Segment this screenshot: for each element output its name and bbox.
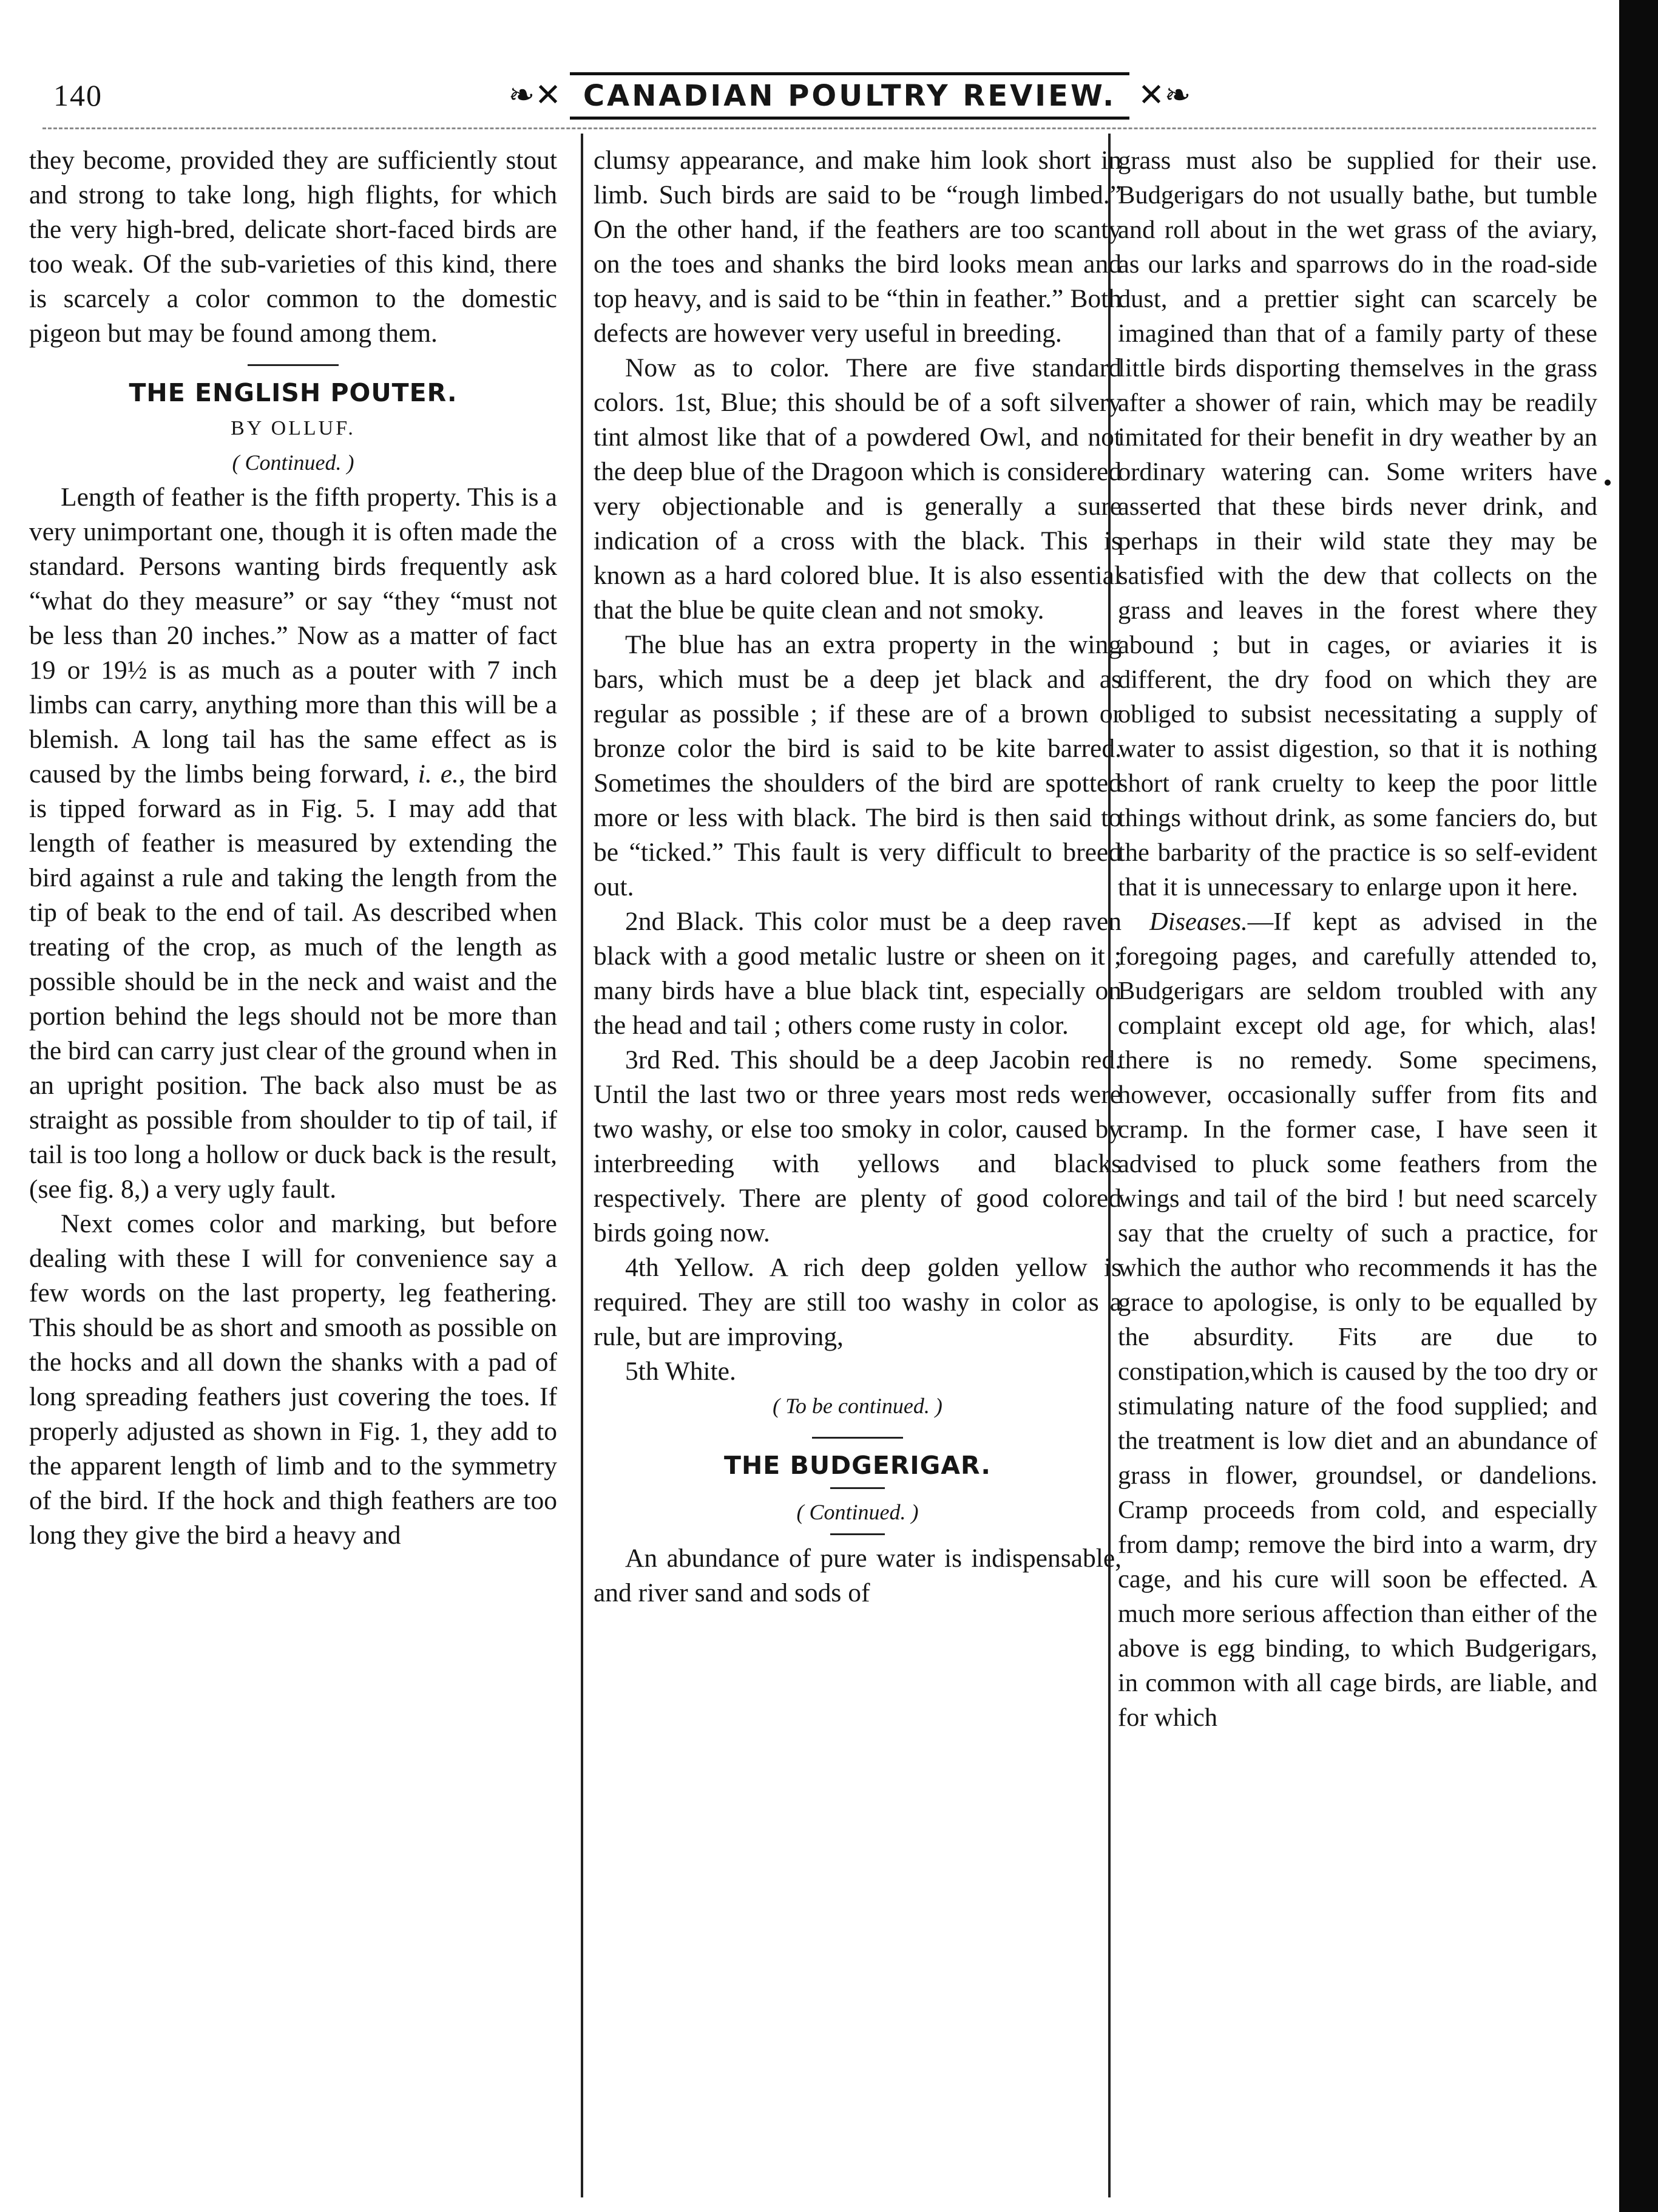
column-1 — [29, 143, 557, 2183]
to-be-continued-note: ( To be continued. ) — [773, 1394, 942, 1418]
diseases-label: Diseases. — [1149, 908, 1248, 936]
paragraph-text: —If kept as advised in the foregoing pages, and carefully attended to, Budgerigars are seldom troubled with any complaint except old age, for which, alas! there is no remedy. Some specimens, however, occasionally suffer from fits and cramp. In the former case, I have seen it advised to pluck some feathers from the wings and tail of the bird ! but need scarcely say that the cruelty of such a practice, for which the author who recommends it has the grace to apologise, is only to be equalled by the absurdity. Fits are due to constipation,which is caused by the too dry or stimulating nature of the food supplied; and the treatment is low diet and an abundance of grass in flower, groundsel, or dandelions. Cramp proceeds from cold, and especially from damp; remove the bird into a warm, dry cage, and his cure will soon be effected. A much more serious affection than either of the above is egg binding, to which Budgerigars, in common with all cage birds, are liable, and for which — [1118, 908, 1597, 1732]
paragraph — [29, 480, 557, 1207]
section-rule — [830, 1487, 885, 1489]
paragraph — [1118, 904, 1597, 1735]
scan-edge-shadow — [1619, 0, 1658, 2212]
paragraph: Next comes color and marking, but before dealing with these I will for convenience say a few words on the last property, leg feathering. This should be as short and smooth as possible on the hocks and all down the shanks with a pad of long spreading feathers just covering the toes. If properly adjusted as shown in Fig. 1, they add to the apparent length of limb and to the symmetry of the bird. If the hock and thigh feathers are too long they give the bird a heavy and — [29, 1209, 557, 1550]
abbreviation-ie: i. e., — [418, 759, 465, 789]
header-rule — [42, 127, 1596, 129]
column-divider — [581, 134, 583, 2197]
continued-note: ( Continued. ) — [232, 450, 354, 475]
paragraph: 5th White. — [625, 1357, 736, 1386]
section-rule — [830, 1533, 885, 1535]
paragraph-text: the bird is tipped forward as in Fig. 5. I may add that length of feather is measured by extending the bird against a rule and taking the length from the tip of beak to the end of tail. As described when treating of the crop, as much of the length as possible should be in the neck and waist and the portion behind the legs should not be more than the bird can carry just clear of the ground when in an upright position. The back also must be as straight as possible from shoulder to tip of tail, if tail is too long a hollow or duck back is the result, (see fig. 8,) a very ugly fault. — [29, 759, 557, 1204]
paragraph: 3rd Red. This should be a deep Jacobin red. Until the last two or three years most reds were two washy, or else too smoky in color, caused by interbreeding with yellows and blacks respectively. There are plenty of good colored birds going now. — [594, 1045, 1122, 1247]
section-rule — [812, 1437, 903, 1439]
paragraph-text: Length of feather is the fifth property. This is a very unimportant one, though it is often made the standard. Persons wanting birds frequently ask “what do they measure” or say “they “must not be less than 20 inches.” Now as a matter of fact 19 or 19½ is as much as a pouter with 7 inch limbs can carry, anything more than this will be a blemish. A long tail has the same effect as is caused by the limbs being forward, — [29, 483, 557, 789]
paragraph: 4th Yellow. A rich deep golden yellow is required. They are still too washy in color as a rule, but are improving, — [594, 1253, 1122, 1351]
paragraph: clumsy appearance, and make him look short in limb. Such birds are said to be “rough limbed.” On the other hand, if the feathers are too scanty on the toes and shanks the bird looks mean and top heavy, and is said to be “thin in feather.” Both defects are however very useful in breeding. — [594, 146, 1122, 348]
paragraph: they become, provided they are sufficiently stout and strong to take long, high flights, for which the very high-bred, delicate short-faced birds are too weak. Of the sub-varieties of this kind, there is scarcely a color common to the domestic pigeon but may be found among them. — [29, 146, 557, 348]
column-2 — [594, 143, 1122, 2183]
continued-note: ( Continued. ) — [796, 1500, 919, 1524]
paragraph: grass must also be supplied for their use. Budgerigars do not usually bathe, but tumble and roll about in the wet grass of the aviary, as our larks and sparrows do in the road-side dust, and a prettier sight can scarcely be imagined than that of a family party of these little birds disporting themselves in the grass after a shower of rain, which may be readily imitated for their benefit in dry weather by an ordinary watering can. Some writers have asserted that these birds never drink, and perhaps in their wild state they may be satisfied with the dew that collects on the grass and leaves in the forest where they abound ; but in cages, or aviaries it is different, the dry food on which they are obliged to subsist necessitating a supply of water to assist digestion, so that it is nothing short of rank cruelty to keep the poor little things without drink, as some fanciers do, but the barbarity of the practice is so self-evident that it is unnecessary to enlarge upon it here. — [1118, 146, 1597, 901]
article-byline: BY OLLUF. — [231, 417, 356, 439]
masthead-title: CANADIAN POULTRY REVIEW. — [570, 72, 1129, 120]
right-ornament-icon: ✕❧ — [1138, 78, 1191, 113]
paragraph: 2nd Black. This color must be a deep raven black with a good metalic lustre or sheen on it ; many birds have a blue black tint, especially on the head and tail ; others come rusty in color. — [594, 907, 1122, 1040]
article-heading-english-pouter: THE ENGLISH POUTER. — [129, 378, 458, 407]
paragraph: The blue has an extra property in the wing bars, which must be a deep jet black and as regular as possible ; if these are of a brown or bronze color the bird is said to be kite barred. Sometimes the shoulders of the bird are spotted more or less with black. The bird is then said to be “ticked.” This fault is very difficult to breed out. — [594, 630, 1122, 901]
left-ornament-icon: ❧✕ — [508, 78, 561, 113]
paragraph: An abundance of pure water is indispensable, and river sand and sods of — [594, 1544, 1122, 1607]
paragraph: Now as to color. There are five standard colors. 1st, Blue; this should be of a soft silvery tint almost like that of a powdered Owl, and not the deep blue of the Dragoon which is considered very objectionable and is generally a sure indication of a cross with the black. This is known as a hard colored blue. It is also essential that the blue be quite clean and not smoky. — [594, 353, 1122, 625]
scan-speck — [1605, 480, 1611, 486]
page-number: 140 — [53, 78, 103, 112]
article-heading-budgerigar: THE BUDGERIGAR. — [724, 1451, 991, 1480]
masthead — [508, 67, 1191, 125]
column-3 — [1118, 143, 1597, 2183]
section-rule — [248, 364, 339, 366]
